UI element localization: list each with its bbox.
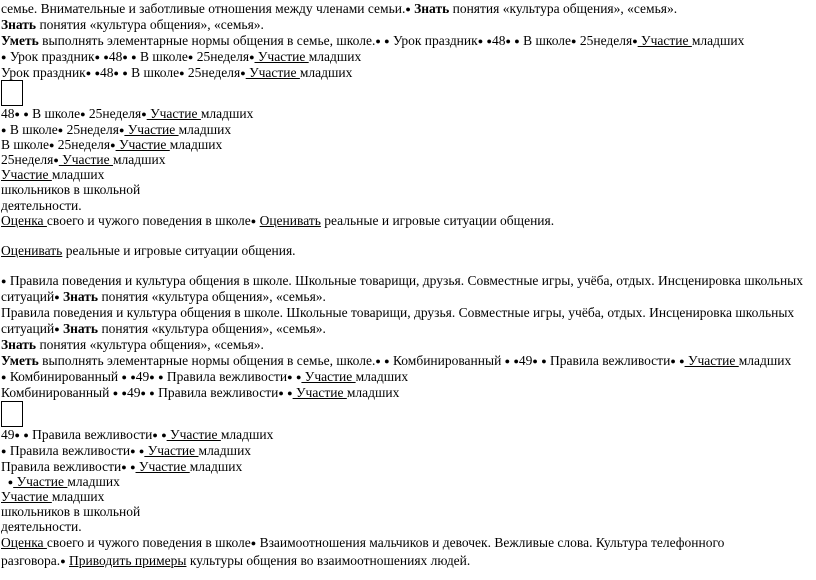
text-line: ● Комбинированный ● ●49● ● Правила вежливости● ● Участие младших [1, 369, 409, 384]
bullet-icon: ● [54, 292, 60, 302]
bullet-icon: ● [287, 372, 293, 382]
bullet-icon: ● [113, 68, 119, 78]
bullet-icon: ● [14, 430, 20, 440]
bullet-icon: ● [384, 36, 390, 46]
text-line: 25неделя● Участие младших [1, 152, 166, 167]
bullet-icon: ● [94, 68, 100, 78]
text-line: Оценка своего и чужого поведения в школе● Взаимоотношения мальчиков и девочек. Вежливые слова. Культура телефонного [1, 535, 725, 550]
bullet-icon: ● [1, 276, 7, 286]
text-line: Правила поведения и культура общения в школе. Школьные товарищи, друзья. Совместные игры, учёба, отдых. Инсценировка школьных [1, 305, 795, 320]
bullet-icon: ● [1, 125, 7, 135]
bullet-icon: ● [541, 356, 547, 366]
bullet-icon: ● [1, 372, 7, 382]
bullet-icon: ● [1, 52, 7, 62]
text-line: школьников в школьной [1, 182, 141, 197]
text-line: Оценка своего и чужого поведения в школе● Оценивать реальные и игровые ситуации общения. [1, 213, 555, 228]
text-line: 49● ● Правила вежливости● ● Участие младших [1, 427, 274, 442]
participation-link[interactable]: Участие [1, 167, 52, 182]
bullet-icon: ● [54, 324, 60, 334]
bullet-icon: ● [152, 430, 158, 440]
bullet-icon: ● [53, 155, 59, 165]
bullet-icon: ● [140, 388, 146, 398]
bullet-icon: ● [514, 36, 520, 46]
bullet-icon: ● [141, 109, 147, 119]
checkbox-box[interactable] [1, 401, 23, 427]
bullet-icon: ● [179, 68, 185, 78]
bullet-icon: ● [375, 356, 381, 366]
evaluate-link[interactable]: Оценивать [1, 243, 63, 258]
participation-link[interactable]: Участие [684, 353, 739, 368]
bullet-icon: ● [295, 372, 302, 382]
participation-link[interactable]: Участие [146, 106, 201, 121]
text-line: В школе● 25неделя● Участие младших [1, 137, 223, 152]
bullet-icon: ● [679, 356, 685, 366]
bullet-icon: ● [103, 52, 109, 62]
bullet-icon: ● [504, 356, 511, 366]
bullet-icon: ● [80, 109, 86, 119]
participation-link[interactable]: Участие [115, 137, 170, 152]
bullet-icon: ● [486, 36, 492, 46]
assess-link[interactable]: Оценка [1, 213, 47, 228]
bullet-icon: ● [405, 4, 411, 14]
text-line: ● Правила вежливости● ● Участие младших [1, 443, 252, 458]
text-line: Знать понятия «культура общения», «семья». [1, 337, 264, 352]
text-line: ● В школе● 25неделя● Участие младших [1, 122, 232, 137]
bullet-icon: ● [94, 52, 100, 62]
bullet-icon: ● [632, 36, 638, 46]
bullet-icon: ● [149, 372, 155, 382]
text-line: деятельности. [1, 198, 82, 213]
text-line: деятельности. [1, 519, 82, 534]
bullet-icon: ● [287, 388, 293, 398]
bullet-icon: ● [1, 446, 7, 456]
text-line: ● Правила поведения и культура общения в школе. Школьные товарищи, друзья. Совместные игры, учёба, отдых. Инсценировка школьных [1, 273, 803, 288]
bullet-icon: ● [250, 538, 257, 548]
text-line: Правила вежливости● ● Участие младших [1, 459, 243, 474]
checkbox-box[interactable] [1, 80, 23, 106]
bullet-icon: ● [278, 388, 284, 398]
bullet-icon: ● [384, 356, 390, 366]
text-line: Уметь выполнять элементарные нормы общения в семье, школе.● ● Комбинированный ● ●49● ● Правила вежливости● ● Участие младших [1, 353, 792, 368]
bullet-icon: ● [122, 68, 128, 78]
participation-link[interactable]: Участие [637, 33, 692, 48]
bullet-icon: ● [48, 140, 55, 150]
bullet-icon: ● [249, 52, 255, 62]
participation-link[interactable]: Участие [166, 427, 221, 442]
bullet-icon: ● [131, 52, 137, 62]
bullet-icon: ● [513, 356, 519, 366]
bullet-icon: ● [149, 388, 155, 398]
participation-link[interactable]: Участие [245, 65, 300, 80]
bullet-icon: ● [571, 36, 577, 46]
bullet-icon: ● [240, 68, 246, 78]
bullet-icon: ● [670, 356, 676, 366]
participation-link[interactable]: Участие [292, 385, 347, 400]
bullet-icon: ● [110, 140, 116, 150]
text-line: 48● ● В школе● 25неделя● Участие младших [1, 106, 254, 121]
bullet-icon: ● [121, 388, 127, 398]
bullet-icon: ● [7, 477, 14, 487]
bullet-icon: ● [121, 372, 127, 382]
text-line: ситуаций● Знать понятия «культура общения», «семья». [1, 289, 326, 304]
bullet-icon: ● [505, 36, 511, 46]
bullet-icon: ● [532, 356, 538, 366]
participation-link[interactable]: Участие [58, 152, 113, 167]
examples-link[interactable]: Приводить примеры [69, 553, 187, 568]
bullet-icon: ● [85, 68, 92, 78]
text-line: разговора.● Приводить примеры культуры общения во взаимоотношениях людей. [1, 553, 471, 568]
participation-link[interactable]: Участие [1, 489, 52, 504]
text-line: школьников в школьной [1, 504, 141, 519]
bullet-icon: ● [477, 36, 484, 46]
bullet-icon: ● [121, 462, 127, 472]
bullet-icon: ● [130, 372, 136, 382]
bullet-icon: ● [130, 446, 136, 456]
participation-link[interactable]: Участие [301, 369, 356, 384]
bullet-icon: ● [161, 430, 167, 440]
text-line: семье. Внимательные и заботливые отношения между членами семьи.● Знать понятия «культура общения», «семья». [1, 1, 678, 16]
text-line: Участие младших [1, 167, 105, 182]
participation-link[interactable]: Участие [144, 443, 199, 458]
text-line: Оценивать реальные и игровые ситуации общения. [1, 243, 296, 258]
bullet-icon: ● [138, 446, 145, 456]
participation-link[interactable]: Участие [254, 49, 309, 64]
bullet-icon: ● [375, 36, 381, 46]
text-line: Комбинированный ● ●49● ● Правила вежливости● ● Участие младших [1, 385, 400, 400]
bullet-icon: ● [60, 556, 66, 566]
text-line: Урок праздник● ●48● ● В школе● 25неделя● Участие младших [1, 65, 353, 80]
text-line: Участие младших [1, 489, 105, 504]
participation-link[interactable]: Участие [135, 459, 190, 474]
text-line: ● Участие младших [7, 474, 120, 489]
participation-link[interactable]: Участие [13, 474, 68, 489]
bullet-icon: ● [112, 388, 119, 398]
bullet-icon: ● [122, 52, 128, 62]
evaluate-link[interactable]: Оценивать [259, 213, 321, 228]
text-line: Знать понятия «культура общения», «семья». [1, 17, 264, 32]
bullet-icon: ● [14, 109, 20, 119]
bullet-icon: ● [23, 109, 29, 119]
participation-link[interactable]: Участие [124, 122, 179, 137]
text-line: Уметь выполнять элементарные нормы общения в семье, школе.● ● Урок праздник● ●48● ● В школе● 25неделя● Участие младших [1, 33, 745, 48]
bullet-icon: ● [118, 125, 125, 135]
bullet-icon: ● [250, 216, 257, 226]
bullet-icon: ● [158, 372, 164, 382]
text-line: ситуаций● Знать понятия «культура общения», «семья». [1, 321, 326, 336]
text-line: ● Урок праздник● ●48● ● В школе● 25неделя● Участие младших [1, 49, 362, 64]
bullet-icon: ● [23, 430, 29, 440]
bullet-icon: ● [187, 52, 194, 62]
bullet-icon: ● [57, 125, 64, 135]
bullet-icon: ● [130, 462, 136, 472]
assess-link[interactable]: Оценка [1, 535, 47, 550]
